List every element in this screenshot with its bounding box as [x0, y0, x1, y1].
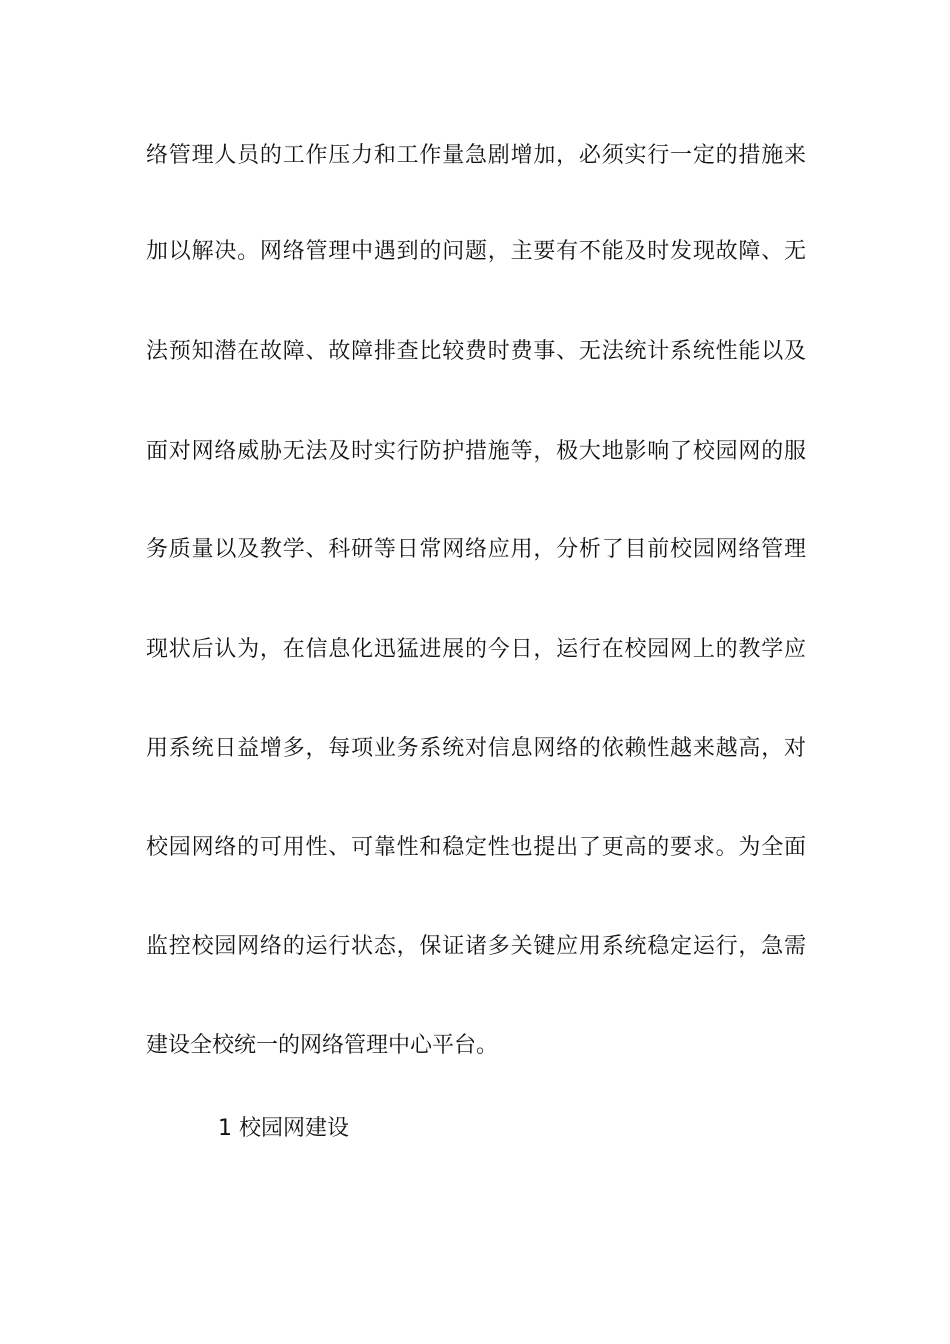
paragraph-line-9: 监控校园网络的运行状态，保证诸多关键应用系统稳定运行，急需	[146, 934, 806, 959]
paragraph-line-7: 用系统日益增多，每项业务系统对信息网络的依赖性越来越高，对	[146, 736, 806, 761]
paragraph-line-5: 务质量以及教学、科研等日常网络应用，分析了目前校园网络管理	[146, 537, 806, 562]
paragraph-line-1: 络管理人员的工作压力和工作量急剧增加，必须实行一定的措施来	[146, 143, 806, 168]
paragraph-line-2: 加以解决。网络管理中遇到的问题，主要有不能及时发现故障、无	[146, 239, 806, 264]
paragraph-line-3: 法预知潜在故障、故障排查比较费时费事、无法统计系统性能以及	[146, 339, 806, 364]
paragraph-line-4: 面对网络威胁无法及时实行防护措施等，极大地影响了校园网的服	[146, 439, 806, 464]
section-heading: 1 校园网建设	[218, 1116, 349, 1141]
paragraph-line-8: 校园网络的可用性、可靠性和稳定性也提出了更高的要求。为全面	[146, 835, 806, 860]
paragraph-line-10: 建设全校统一的网络管理中心平台。	[146, 1033, 499, 1058]
paragraph-line-6: 现状后认为，在信息化迅猛进展的今日，运行在校园网上的教学应	[146, 637, 806, 662]
